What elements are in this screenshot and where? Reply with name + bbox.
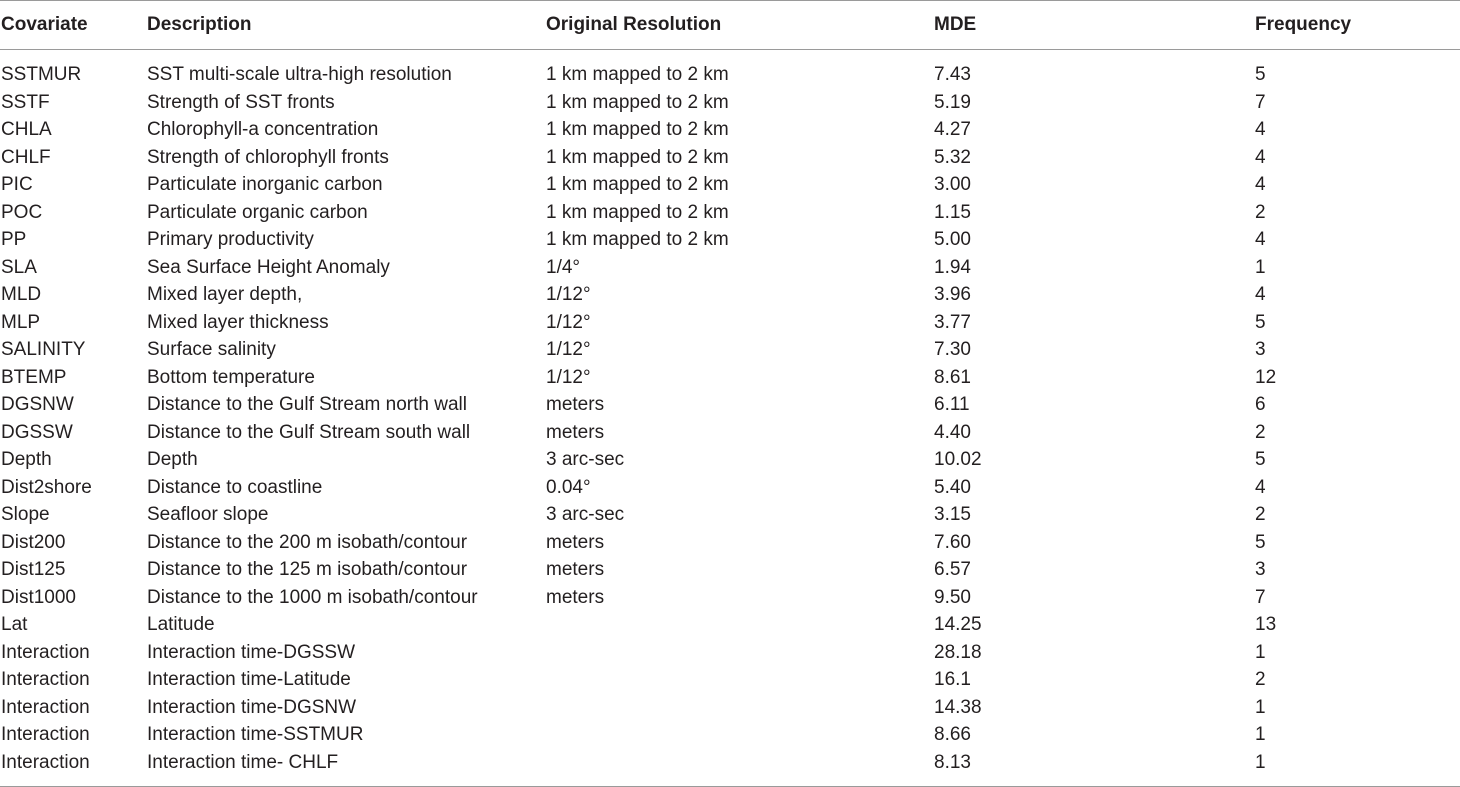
cell-frequency: 4 xyxy=(1255,146,1266,168)
table-spacer xyxy=(0,50,1460,62)
cell-covariate: Interaction xyxy=(1,669,90,691)
table-row xyxy=(0,144,1460,172)
cell-description: SST multi-scale ultra-high resolution xyxy=(147,64,452,86)
table-row xyxy=(0,584,1460,612)
cell-resolution: 1 km mapped to 2 km xyxy=(546,64,729,86)
cell-covariate: PIC xyxy=(1,174,33,196)
table-row xyxy=(0,501,1460,529)
cell-resolution: meters xyxy=(546,586,605,608)
cell-resolution: 0.04° xyxy=(546,476,591,498)
cell-covariate: BTEMP xyxy=(1,366,67,388)
cell-resolution: 1 km mapped to 2 km xyxy=(546,146,729,168)
cell-frequency: 1 xyxy=(1255,696,1266,718)
table-row xyxy=(0,611,1460,639)
cell-mde: 3.15 xyxy=(934,504,971,526)
cell-mde: 3.00 xyxy=(934,174,971,196)
cell-mde: 1.15 xyxy=(934,201,971,223)
cell-resolution: 1 km mapped to 2 km xyxy=(546,119,729,141)
cell-description: Distance to coastline xyxy=(147,476,323,498)
cell-resolution: 3 arc-sec xyxy=(546,504,625,526)
cell-description: Distance to the 200 m isobath/contour xyxy=(147,531,468,553)
cell-covariate: SLA xyxy=(1,256,37,278)
cell-mde: 28.18 xyxy=(934,641,982,663)
table-row xyxy=(0,639,1460,667)
cell-covariate: SSTMUR xyxy=(1,64,82,86)
cell-description: Distance to the Gulf Stream south wall xyxy=(147,421,471,443)
cell-resolution xyxy=(545,721,933,749)
table-row xyxy=(0,419,1460,447)
cell-resolution: meters xyxy=(546,559,605,581)
cell-resolution: meters xyxy=(546,421,605,443)
cell-covariate: SSTF xyxy=(1,91,50,113)
table-row xyxy=(0,336,1460,364)
cell-frequency: 2 xyxy=(1255,201,1266,223)
header-description: Description xyxy=(146,1,545,50)
cell-mde: 8.61 xyxy=(934,366,971,388)
cell-frequency: 5 xyxy=(1255,531,1266,553)
cell-resolution: 1/12° xyxy=(546,284,591,306)
cell-resolution xyxy=(545,694,933,722)
cell-resolution: 1/12° xyxy=(546,311,591,333)
cell-mde: 6.57 xyxy=(934,559,971,581)
cell-resolution: 1 km mapped to 2 km xyxy=(546,229,729,251)
cell-description: Interaction time-SSTMUR xyxy=(147,724,364,746)
cell-description: Particulate organic carbon xyxy=(147,201,368,223)
cell-covariate: Interaction xyxy=(1,724,90,746)
cell-mde: 3.96 xyxy=(934,284,971,306)
cell-frequency: 4 xyxy=(1255,229,1266,251)
cell-description: Primary productivity xyxy=(147,229,314,251)
table-row xyxy=(0,254,1460,282)
cell-resolution: 1/4° xyxy=(546,256,581,278)
cell-frequency: 4 xyxy=(1255,119,1266,141)
table-row xyxy=(0,556,1460,584)
table-row xyxy=(0,89,1460,117)
cell-covariate: Dist125 xyxy=(1,559,66,581)
cell-covariate: CHLA xyxy=(1,119,52,141)
table-row xyxy=(0,171,1460,199)
table-row xyxy=(0,309,1460,337)
cell-mde: 5.40 xyxy=(934,476,971,498)
cell-resolution: meters xyxy=(546,394,605,416)
cell-covariate: Dist200 xyxy=(1,531,66,553)
table-row xyxy=(0,474,1460,502)
cell-resolution xyxy=(545,749,933,787)
cell-covariate: Interaction xyxy=(1,696,90,718)
cell-frequency: 12 xyxy=(1255,366,1277,388)
cell-resolution xyxy=(545,666,933,694)
cell-covariate: MLP xyxy=(1,311,41,333)
table-row xyxy=(0,529,1460,557)
cell-mde: 9.50 xyxy=(934,586,971,608)
cell-description: Interaction time-Latitude xyxy=(147,669,351,691)
cell-frequency: 7 xyxy=(1255,586,1266,608)
header-covariate: Covariate xyxy=(0,1,146,50)
cell-description: Distance to the 1000 m isobath/contour xyxy=(147,586,478,608)
cell-covariate: Dist1000 xyxy=(1,586,76,608)
table-row xyxy=(0,281,1460,309)
cell-mde: 8.66 xyxy=(934,724,971,746)
table-row xyxy=(0,226,1460,254)
cell-covariate: Lat xyxy=(1,614,28,636)
cell-description: Interaction time-DGSNW xyxy=(147,696,357,718)
cell-description: Particulate inorganic carbon xyxy=(147,174,383,196)
cell-frequency: 4 xyxy=(1255,284,1266,306)
header-frequency: Frequency xyxy=(1254,1,1460,50)
cell-resolution: 1/12° xyxy=(546,339,591,361)
cell-resolution: 3 arc-sec xyxy=(546,449,625,471)
table-row xyxy=(0,364,1460,392)
cell-frequency: 2 xyxy=(1255,504,1266,526)
cell-covariate: Dist2shore xyxy=(1,476,92,498)
cell-frequency: 4 xyxy=(1255,476,1266,498)
cell-mde: 5.19 xyxy=(934,91,971,113)
cell-resolution: 1/12° xyxy=(546,366,591,388)
cell-covariate: MLD xyxy=(1,284,42,306)
cell-frequency: 5 xyxy=(1255,64,1266,86)
table-row xyxy=(0,199,1460,227)
cell-mde: 7.30 xyxy=(934,339,971,361)
cell-covariate: DGSNW xyxy=(1,394,74,416)
cell-resolution: 1 km mapped to 2 km xyxy=(546,174,729,196)
cell-mde: 4.27 xyxy=(934,119,971,141)
table-row xyxy=(0,61,1460,89)
cell-frequency: 5 xyxy=(1255,311,1266,333)
cell-covariate: Slope xyxy=(1,504,50,526)
cell-resolution: 1 km mapped to 2 km xyxy=(546,201,729,223)
cell-frequency: 13 xyxy=(1255,614,1277,636)
cell-mde: 14.38 xyxy=(934,696,982,718)
cell-description: Mixed layer thickness xyxy=(147,311,329,333)
cell-description: Distance to the Gulf Stream north wall xyxy=(147,394,467,416)
cell-description: Bottom temperature xyxy=(147,366,315,388)
cell-frequency: 5 xyxy=(1255,449,1266,471)
cell-covariate: POC xyxy=(1,201,43,223)
table-row xyxy=(0,116,1460,144)
cell-frequency: 1 xyxy=(1255,724,1266,746)
table-row xyxy=(0,749,1460,787)
cell-mde: 4.40 xyxy=(934,421,971,443)
cell-mde: 1.94 xyxy=(934,256,971,278)
cell-mde: 5.00 xyxy=(934,229,971,251)
table-row xyxy=(0,666,1460,694)
cell-frequency: 4 xyxy=(1255,174,1266,196)
cell-mde: 7.43 xyxy=(934,64,971,86)
cell-description: Strength of chlorophyll fronts xyxy=(147,146,389,168)
cell-frequency: 1 xyxy=(1255,256,1266,278)
cell-frequency: 1 xyxy=(1254,749,1460,787)
cell-frequency: 3 xyxy=(1255,559,1266,581)
cell-frequency: 2 xyxy=(1255,421,1266,443)
cell-frequency: 6 xyxy=(1255,394,1266,416)
cell-mde: 6.11 xyxy=(934,394,970,416)
cell-frequency: 3 xyxy=(1255,339,1266,361)
cell-covariate: DGSSW xyxy=(1,421,73,443)
table-row xyxy=(0,694,1460,722)
cell-description: Depth xyxy=(147,449,198,471)
cell-description: Seafloor slope xyxy=(147,504,269,526)
cell-mde: 5.32 xyxy=(934,146,971,168)
cell-resolution: meters xyxy=(546,531,605,553)
cell-mde: 3.77 xyxy=(934,311,971,333)
header-row xyxy=(0,1,1460,50)
cell-frequency: 7 xyxy=(1255,91,1266,113)
cell-mde: 8.13 xyxy=(933,749,1254,787)
cell-mde: 16.1 xyxy=(934,669,971,691)
cell-frequency: 1 xyxy=(1255,641,1266,663)
cell-description: Surface salinity xyxy=(147,339,276,361)
header-original-resolution: Original Resolution xyxy=(545,1,933,50)
cell-description: Distance to the 125 m isobath/contour xyxy=(147,559,468,581)
cell-covariate: PP xyxy=(1,229,27,251)
header-mde: MDE xyxy=(933,1,1254,50)
cell-resolution xyxy=(545,611,933,639)
cell-covariate: CHLF xyxy=(1,146,51,168)
cell-mde: 10.02 xyxy=(934,449,982,471)
cell-description: Chlorophyll-a concentration xyxy=(147,119,379,141)
cell-mde: 7.60 xyxy=(934,531,971,553)
cell-frequency: 2 xyxy=(1255,669,1266,691)
table-row xyxy=(0,391,1460,419)
cell-description: Latitude xyxy=(147,614,215,636)
table-header xyxy=(0,1,1460,50)
cell-covariate: Interaction xyxy=(0,749,146,787)
cell-description: Interaction time-DGSSW xyxy=(147,641,355,663)
cell-covariate: SALINITY xyxy=(1,339,86,361)
table-body xyxy=(0,50,1460,787)
cell-mde: 14.25 xyxy=(934,614,982,636)
table-row xyxy=(0,721,1460,749)
cell-resolution xyxy=(545,639,933,667)
cell-resolution: 1 km mapped to 2 km xyxy=(546,91,729,113)
cell-description: Mixed layer depth, xyxy=(147,284,303,306)
cell-description: Interaction time- CHLF xyxy=(146,749,545,787)
table-row xyxy=(0,446,1460,474)
cell-description: Sea Surface Height Anomaly xyxy=(147,256,390,278)
cell-covariate: Interaction xyxy=(1,641,90,663)
cell-description: Strength of SST fronts xyxy=(147,91,335,113)
cell-covariate: Depth xyxy=(1,449,52,471)
